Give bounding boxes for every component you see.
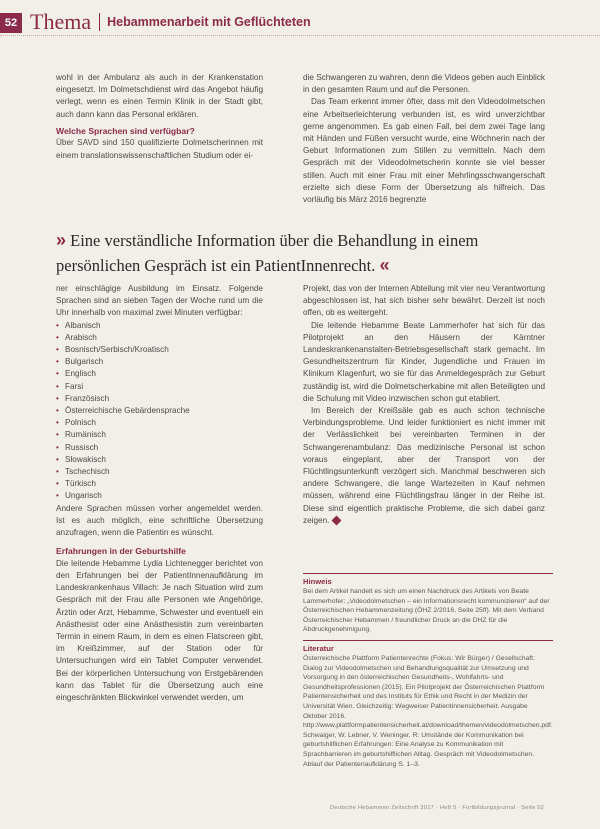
list-item: • Tschechisch bbox=[56, 466, 263, 478]
references-rule bbox=[303, 640, 553, 641]
column-b-top bbox=[303, 72, 545, 206]
list-item: • Bulgarisch bbox=[56, 356, 263, 368]
quote-close-mark: « bbox=[379, 255, 390, 275]
header-rule bbox=[0, 35, 600, 36]
quote-line-2: persönlichen Gespräch ist ein PatientInnenrecht. bbox=[56, 256, 376, 275]
references-heading: Literatur bbox=[303, 644, 334, 653]
quote-open-mark: » bbox=[56, 230, 67, 250]
pull-quote bbox=[56, 228, 556, 278]
note-box bbox=[303, 573, 553, 635]
section-title: Thema bbox=[30, 9, 92, 34]
list-item: • Bosnisch/Serbisch/Kroatisch bbox=[56, 344, 263, 356]
list-item: • Türkisch bbox=[56, 478, 263, 490]
list-item: • Russisch bbox=[56, 442, 263, 454]
references-text: Österreichische Plattform Patientenrechte (Fokus: Wir Bürger) / Gesellschaft: Dialog zur Videodolmetschen und Behandlungsqualität zur Umsetzung und Vorsorgung in den österreichischen Gesundheits-, Wohlfahrts- und Gesundheitsprofessionen (2015). Ein Pilotprojekt der Österreichischen Plattform Patientensicherheit und des Instituts für Ethik und Recht in der Medizin der Universität Wien. Gleichzeitig: Wegweiser Patientinnensicherheit. Ausgabe Oktober 2016. http://www.plattformpatientensicherheit.at/download/themen/videodolmetschen.pdf. Schwaiger, W. Lebner, V. Weninger, R: Umstände der Kommunikation bei geburtshilflichen Erfahrungen: Eine Analyse zu Kommunikation mit Sprachbarrieren im geburtshilflichen Alltag. Gespräch mit Videodolmetschen. Ablauf der Patientenaufklärung S. 1–3. bbox=[303, 655, 553, 768]
paragraph: Das Team erkennt immer öfter, dass mit den Videodolmetschen eine Arbeitserleichterung verbunden ist, es wird unverzichtbar gerne angenommen. Es gab einen Fall, bei dem zwei Tage lang mit Händen und Füßen versucht wurde, eine Wöchnerin nach der Geburt Informationen zum Stillen zu vermitteln. Nach dem Gespräch mit der Videodolmetscherin konnte sie viel besser stillen. Auch mit einer Frau mit einer Mehrlingsschwangerschaft erzielte sich diese Form der Übersetzung als hilfreich. Das vorläufig bis März 2016 begrenzte bbox=[303, 97, 545, 205]
paragraph: die Schwangeren zu wahren, denn die Videos geben auch Einblick in den gesamten Raum und auf die Personen. bbox=[303, 73, 546, 95]
list-item: • Englisch bbox=[56, 368, 263, 380]
list-item: • Arabisch bbox=[56, 332, 263, 344]
header-divider bbox=[99, 13, 100, 31]
paragraph: Die leitende Hebamme Beate Lammerhofer hat sich für das Pilotprojekt an den Häusern der Kärntner Landeskrankenanstalten-Betriebsgesellschaft stark gemacht. Im Gesundheitszentrum für Kinder, Jugendliche und Frauen im Klinikum Klagenfurt, wo sie für das Anmeldegespräch zur Geburt zuständig ist, wird die Dolmetscherkabine mit allen Beteiligten und die Schulung mit Video inzwischen schon gut etabliert. bbox=[303, 320, 545, 403]
list-item: • Französisch bbox=[56, 393, 263, 405]
paragraph: Projekt, das von der Internen Abteilung mit vier neu Verantwortung abgeschlossen ist, hat sich bisher sehr bewährt. Derzeit ist noch offen, ob es weitergeht. bbox=[303, 284, 545, 318]
column-a-top bbox=[56, 72, 263, 162]
list-item: • Polnisch bbox=[56, 417, 263, 429]
subheading-experiences: Erfahrungen in der Geburtshilfe bbox=[56, 546, 186, 557]
list-item: • Farsi bbox=[56, 381, 263, 393]
list-item: • Ungarisch bbox=[56, 490, 263, 502]
page-footer: Deutsche Hebammen Zeitschrift 2017 · Heft 5 · Fortbildungsjournal · Seite 52 bbox=[330, 805, 544, 811]
paragraph-text: Im Bereich der Kreißsäle gab es auch schon technische Verbindungsprobleme. Und leider funktioniert es nicht immer mit der Verlässlichkeit bei vereinbarten Terminen in der Schwangerenambulanz: Das medizinische Personal ist schon voraus eingeplant, aber der Transport von der Flüchtlingsunterkunft verzögert sich. Manchmal beschweren sich andere Schwangere, die lange Wartezeiten in Kauf nehmen müssen, während eine Flüchtlingsfrau länger in der Reihe ist. Diese sind eigentlich praktische Probleme, die sich dabei ganz zeigen. bbox=[303, 406, 545, 525]
list-item: • Rumänisch bbox=[56, 429, 263, 441]
topic-title: Hebammenarbeit mit Geflüchteten bbox=[107, 15, 311, 29]
subheading-languages: Welche Sprachen sind verfügbar? bbox=[56, 125, 195, 136]
quote-line-1: Eine verständliche Information über die Behandlung in einem bbox=[70, 231, 479, 250]
note-text: Bei dem Artikel handelt es sich um einen Nachdruck des Artikels von Beate Lammerhofer: „Videodolmetschen – ein Informationsrecht kommunizieren“ auf der Österreichischen Hebammenzeitung (ÖHZ 2/2016, Seite 25ff). Mit dem Verband Österreichischer Hebammen / freundlicher Druck an die DHZ für die Abdruckgenehmigung. bbox=[303, 588, 550, 634]
language-list bbox=[56, 320, 263, 503]
column-a-bottom bbox=[56, 283, 263, 704]
paragraph: Die leitende Hebamme Lydia Lichtenegger berichtet von den Erfahrungen bei der PatientInnenaufklärung im Landeskrankenhaus Villach: Je nach Situation wird zum Gespräch mit der Frau alle Personen wie Angehörige, Ärztin oder Arzt, Hebamme, Schwester und eventuell ein Anästhesist oder eine Anästhesistin zum vereinbarten Termin in einem Raum, in dem es einen Flatscreen gibt, im Kreißzimmer, auf der Station oder für Untersuchungen wird ein Tablet Computer verwendet. Bei der körperlichen Untersuchung von Erstgebärenden kann das Tablet für die Übersetzung auch eine eingeschränkten Blickwinkel verwendet werden, um bbox=[56, 558, 263, 702]
paragraph: Über SAVD sind 150 qualifizierte Dolmetscherinnen mit einem translationswissenschaftlichen Studium oder ei- bbox=[56, 138, 263, 160]
page-header bbox=[30, 8, 311, 36]
article-end-icon bbox=[332, 516, 342, 526]
note-heading: Hinweis bbox=[303, 577, 332, 586]
paragraph: ner einschlägige Ausbildung im Einsatz. Folgende Sprachen sind an sieben Tagen der Woche rund um die Uhr innerhalb von maximal zwei Minuten verfügbar: bbox=[56, 284, 263, 318]
references-box bbox=[303, 640, 553, 769]
paragraph: Andere Sprachen müssen vorher angemeldet werden. Ist es auch möglich, eine schriftliche Übersetzung anzufragen, wenn die Patientin es wünscht. bbox=[56, 503, 263, 538]
list-item: • Slowakisch bbox=[56, 454, 263, 466]
paragraph: wohl in der Ambulanz als auch in der Krankenstation eingesetzt. Im Dolmetschdienst wird das Angebot häufig verlegt, wenn es einen Termin Klinik in der Stadt gibt, auch dann kann das Personal erklären. bbox=[56, 73, 263, 119]
note-rule bbox=[303, 573, 553, 574]
paragraph bbox=[303, 405, 545, 527]
column-b-bottom bbox=[303, 283, 545, 527]
list-item: • Albanisch bbox=[56, 320, 263, 332]
list-item: • Österreichische Gebärdensprache bbox=[56, 405, 263, 417]
page-number: 52 bbox=[0, 13, 22, 33]
